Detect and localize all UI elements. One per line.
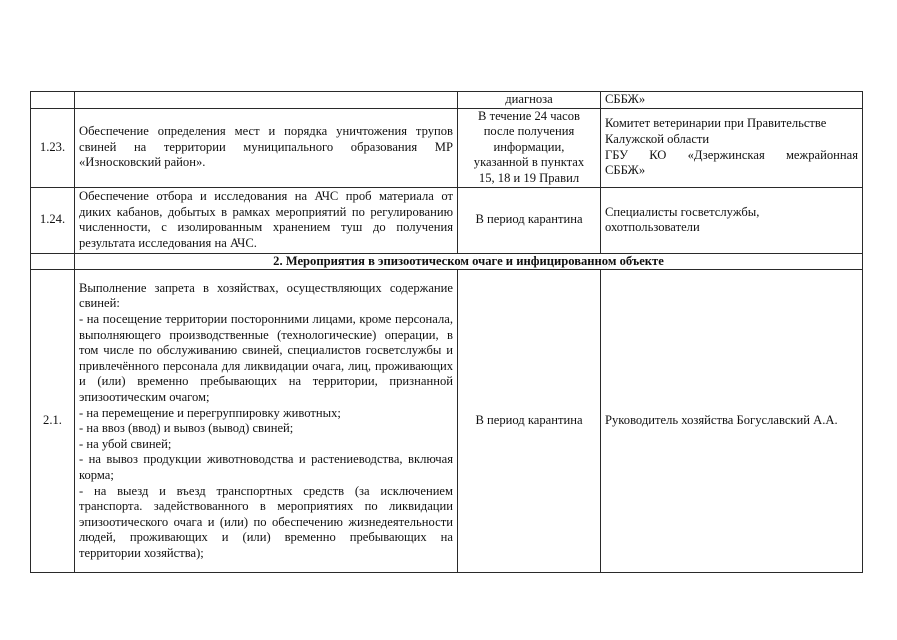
action-text: Обеспечение определения мест и порядка уничтожения трупов свиней на территории муниципального образования МР «Износковский район».	[75, 108, 458, 187]
action-paragraph: - на убой свиней;	[79, 436, 172, 451]
action-cell	[75, 92, 458, 109]
action-paragraph: - на перемещение и перегруппировку животных;	[79, 405, 341, 420]
action-paragraph: - на выезд и въезд транспортных средств (за исключением транспорта. задействованного в мероприятиях по ликвидации эпизоотического очага и (или) по обеспечению жизнедеятельности людей, проживающих и (или) временно пребывающих на территории хозяйства);	[79, 483, 453, 560]
table-row-2-1	[31, 270, 863, 573]
row-number-cell	[31, 92, 75, 109]
action-paragraph: - на посещение территории посторонними лицами, кроме персонала, выполняющего производственные (технологические) операции, в том числе по обслуживанию свиней, специалистов госветслужбы и привлечённого персонала для ликвидации очага, лиц, проживающих и (или) временно пребывающих на территории, признанной эпизоотическим очагом;	[79, 312, 453, 404]
responsible-cell: СББЖ»	[601, 92, 863, 109]
section-header-row	[31, 253, 863, 270]
action-paragraph: Выполнение запрета в хозяйствах, осуществляющих содержание свиней:	[79, 280, 453, 311]
term-text: В период карантина	[458, 270, 601, 573]
responsible-line: СББЖ»	[605, 163, 646, 178]
row-number: 1.23.	[31, 108, 75, 187]
table-row-1-23	[31, 108, 863, 187]
measures-table	[30, 91, 863, 573]
term-line: информации,	[493, 139, 565, 154]
action-paragraph: - на вывоз продукции животноводства и растениеводства, включая корма;	[79, 452, 453, 482]
responsible-line: Комитет ветеринарии при Правительстве	[605, 116, 827, 131]
responsible-line: охотпользователи	[605, 220, 700, 235]
action-paragraph: - на ввоз (ввод) и вывоз (вывод) свиней;	[79, 421, 294, 436]
term-line: после получения	[483, 124, 575, 139]
row-number: 2.1.	[31, 270, 75, 573]
term-line: указанной в пунктах	[473, 155, 585, 170]
responsible-line: Калужской области	[605, 132, 710, 146]
responsible-line: Специалисты госветслужбы,	[605, 204, 760, 219]
action-text	[75, 270, 458, 573]
term-text	[458, 108, 601, 187]
term-cell: диагноза	[458, 92, 601, 109]
responsible-text	[601, 187, 863, 253]
responsible-text: Руководитель хозяйства Богуславский А.А.	[601, 270, 863, 573]
table-row-continuation	[31, 92, 863, 109]
row-number: 1.24.	[31, 187, 75, 253]
term-line: В течение 24 часов	[478, 108, 580, 123]
term-line: 15, 18 и 19 Правил	[478, 170, 580, 185]
section-number-cell	[31, 253, 75, 270]
responsible-line: ГБУ КО «Дзержинская межрайонная	[605, 147, 858, 162]
table-row-1-24	[31, 187, 863, 253]
section-title: 2. Мероприятия в эпизоотическом очаге и инфицированном объекте	[75, 253, 863, 270]
action-text: Обеспечение отбора и исследования на АЧС проб материала от диких кабанов, добытых в рамках мероприятий по регулированию численности, с изолированным хранением туш до получения результата исследования на АЧС.	[75, 187, 458, 253]
responsible-text	[601, 108, 863, 187]
term-text: В период карантина	[458, 187, 601, 253]
